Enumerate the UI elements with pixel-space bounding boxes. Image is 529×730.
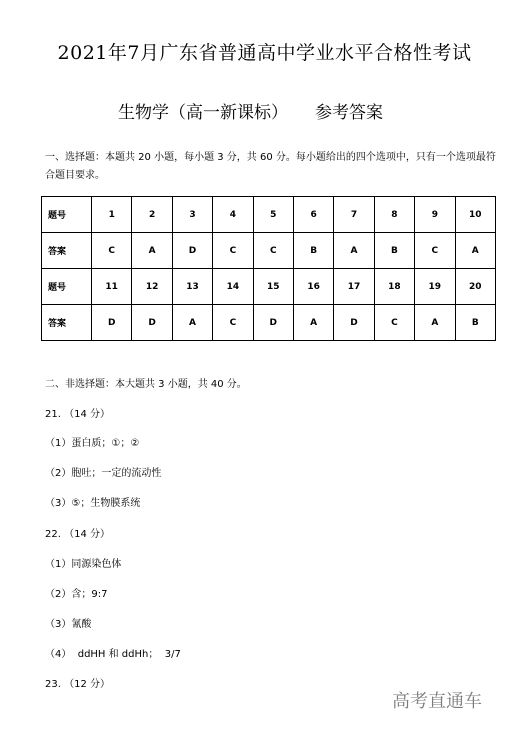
question-number: 10 (455, 197, 495, 233)
answer-cell: A (455, 233, 495, 269)
section1-intro: 一、选择题：本题共 20 小题，每小题 3 分，共 60 分。每小题给出的四个选项中，只有一个选项最符合题目要求。 (45, 152, 496, 181)
question-number: 19 (415, 269, 455, 305)
table-row-answers-2 (42, 305, 496, 341)
answer-cell: D (334, 305, 374, 341)
page-subtitle: 生物学（高一新课标） 参考答案 (118, 103, 384, 123)
row-label-number: 题号 (42, 197, 92, 233)
table-row-numbers-1 (42, 197, 496, 233)
row-label-number: 题号 (42, 269, 92, 305)
answer-table (41, 196, 496, 341)
question-22-answer-2: （2）含；9:7 (45, 589, 108, 600)
question-number: 12 (132, 269, 172, 305)
question-number: 14 (213, 269, 253, 305)
answer-cell: C (253, 233, 293, 269)
answer-cell: B (455, 305, 495, 341)
question-number: 15 (253, 269, 293, 305)
question-23-header: 23. （12 分） (45, 679, 110, 690)
answer-cell: C (374, 305, 414, 341)
answer-cell: A (293, 305, 333, 341)
watermark-text: 高考直通车 (392, 691, 482, 712)
question-number: 2 (132, 197, 172, 233)
question-21-answer-2: （2）胞吐；一定的流动性 (45, 468, 162, 479)
page-title: 2021年7月广东省普通高中学业水平合格性考试 (57, 42, 472, 64)
question-number: 3 (172, 197, 212, 233)
table-row-numbers-2 (42, 269, 496, 305)
section2-intro: 二、非选择题：本大题共 3 小题，共 40 分。 (45, 379, 247, 390)
question-number: 9 (415, 197, 455, 233)
question-22-answer-3: （3）氰酸 (45, 619, 92, 630)
question-22-header: 22. （14 分） (45, 529, 110, 540)
question-number: 16 (293, 269, 333, 305)
answer-cell: C (415, 233, 455, 269)
question-21-header: 21. （14 分） (45, 409, 110, 420)
question-number: 4 (213, 197, 253, 233)
answer-cell: A (415, 305, 455, 341)
answer-cell: A (172, 305, 212, 341)
answer-cell: A (334, 233, 374, 269)
question-number: 8 (374, 197, 414, 233)
question-number: 17 (334, 269, 374, 305)
row-label-answer: 答案 (42, 305, 92, 341)
answer-cell: D (253, 305, 293, 341)
answer-cell: C (213, 233, 253, 269)
question-number: 20 (455, 269, 495, 305)
question-number: 6 (293, 197, 333, 233)
question-number: 11 (92, 269, 132, 305)
answer-cell: C (213, 305, 253, 341)
answer-cell: B (293, 233, 333, 269)
question-number: 7 (334, 197, 374, 233)
answer-cell: B (374, 233, 414, 269)
answer-cell: D (132, 305, 172, 341)
question-number: 1 (92, 197, 132, 233)
answer-cell: D (92, 305, 132, 341)
answer-cell: C (92, 233, 132, 269)
question-number: 18 (374, 269, 414, 305)
row-label-answer: 答案 (42, 233, 92, 269)
question-22-answer-4: （4） ddHH 和 ddHh； 3/7 (45, 649, 181, 660)
answer-cell: A (132, 233, 172, 269)
question-21-answer-3: （3）⑤；生物膜系统 (45, 498, 141, 509)
question-21-answer-1: （1）蛋白质；①；② (45, 438, 140, 449)
answer-cell: D (172, 233, 212, 269)
question-number: 5 (253, 197, 293, 233)
question-22-answer-1: （1）同源染色体 (45, 559, 122, 570)
table-row-answers-1 (42, 233, 496, 269)
question-number: 13 (172, 269, 212, 305)
